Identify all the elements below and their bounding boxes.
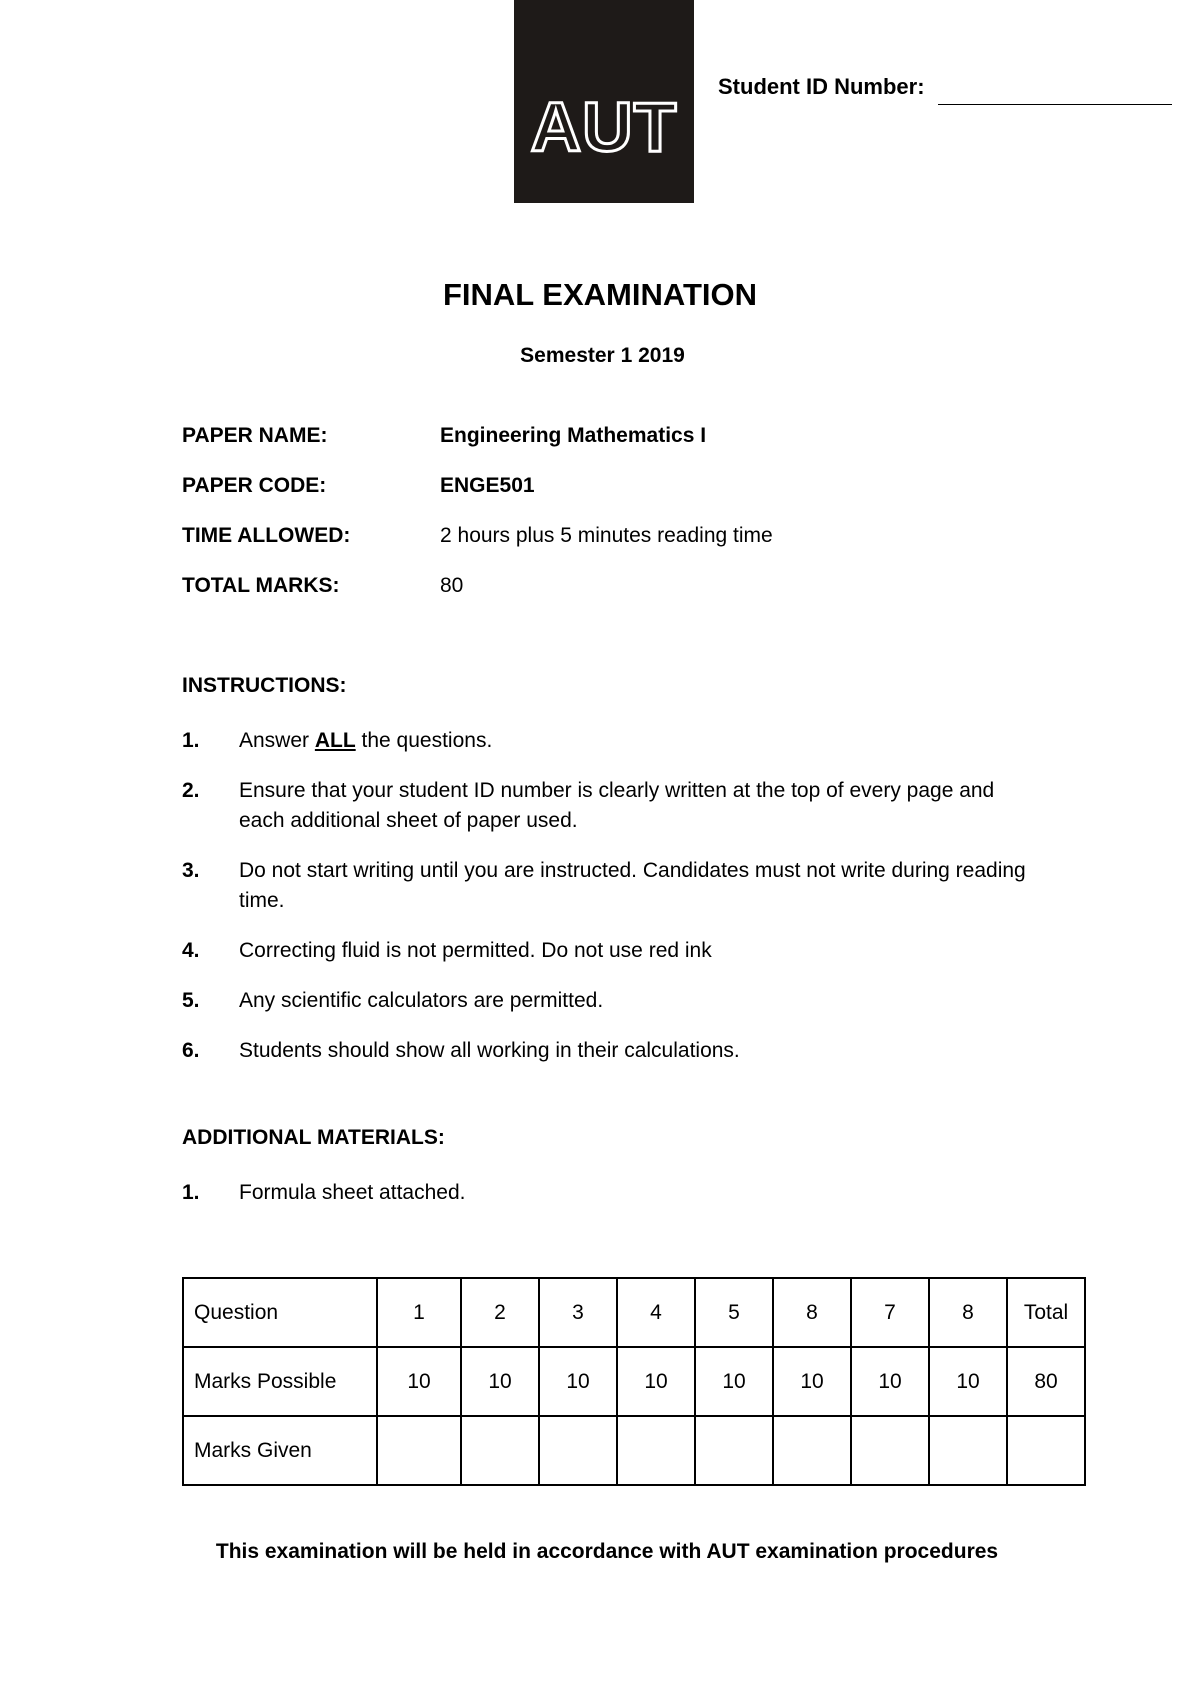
paper-code-label: PAPER CODE: <box>182 474 327 497</box>
marks-given-cell[interactable] <box>695 1416 773 1485</box>
marks-possible-cell: 10 <box>377 1347 461 1416</box>
paper-name-label: PAPER NAME: <box>182 424 328 447</box>
marks-possible-cell: 10 <box>773 1347 851 1416</box>
marks-given-cell[interactable] <box>929 1416 1007 1485</box>
marks-possible-total: 80 <box>1007 1347 1085 1416</box>
row-label-question: Question <box>183 1278 377 1347</box>
question-cell: 4 <box>617 1278 695 1347</box>
student-id-field[interactable] <box>938 104 1172 105</box>
instruction-number: 5. <box>182 989 200 1012</box>
time-allowed-value: 2 hours plus 5 minutes reading time <box>440 524 773 547</box>
aut-logo <box>514 0 694 203</box>
material-text: Formula sheet attached. <box>239 1181 466 1204</box>
instruction-number: 1. <box>182 729 200 752</box>
instruction-text: Any scientific calculators are permitted. <box>239 989 604 1012</box>
semester: Semester 1 2019 <box>520 344 685 367</box>
instruction-text: Ensure that your student ID number is clearly written at the top of every page and each additional sheet of paper used. <box>239 779 995 832</box>
footer-note: This examination will be held in accordance with AUT examination procedures <box>215 1540 999 1563</box>
question-cell: 8 <box>929 1278 1007 1347</box>
material-number: 1. <box>182 1181 200 1204</box>
row-label-marks-possible: Marks Possible <box>183 1347 377 1416</box>
instruction-number: 6. <box>182 1039 200 1062</box>
marks-given-cell[interactable] <box>539 1416 617 1485</box>
marks-possible-cell: 10 <box>929 1347 1007 1416</box>
instruction-text: Do not start writing until you are instructed. Candidates must not write during reading time. <box>239 859 1026 912</box>
exam-title: FINAL EXAMINATION <box>442 277 757 312</box>
instruction-number: 2. <box>182 779 200 802</box>
time-allowed-label: TIME ALLOWED: <box>182 524 351 547</box>
marks-possible-cell: 10 <box>617 1347 695 1416</box>
marks-table <box>182 1277 1086 1486</box>
marks-possible-cell: 10 <box>695 1347 773 1416</box>
emphasis-all: ALL <box>314 729 356 752</box>
question-cell: 3 <box>539 1278 617 1347</box>
instruction-text: Students should show all working in their calculations. <box>239 1039 740 1062</box>
total-marks-label: TOTAL MARKS: <box>182 574 340 597</box>
row-label-marks-given: Marks Given <box>183 1416 377 1485</box>
question-cell: 5 <box>695 1278 773 1347</box>
instruction-number: 4. <box>182 939 200 962</box>
marks-given-cell[interactable] <box>377 1416 461 1485</box>
table-row <box>183 1278 1085 1347</box>
paper-name-value: Engineering Mathematics I <box>440 424 707 447</box>
marks-given-cell[interactable] <box>851 1416 929 1485</box>
question-cell: 1 <box>377 1278 461 1347</box>
table-row <box>183 1416 1085 1485</box>
marks-possible-cell: 10 <box>539 1347 617 1416</box>
marks-given-cell[interactable] <box>617 1416 695 1485</box>
instructions-heading: INSTRUCTIONS: <box>182 674 347 697</box>
instruction-text: Answer ALL the questions. <box>239 729 493 752</box>
question-cell-total: Total <box>1007 1278 1085 1347</box>
total-marks-value: 80 <box>440 574 464 597</box>
marks-given-cell[interactable] <box>461 1416 539 1485</box>
question-cell: 7 <box>851 1278 929 1347</box>
marks-given-cell[interactable] <box>773 1416 851 1485</box>
logo-text: AUT <box>530 88 678 166</box>
marks-possible-cell: 10 <box>851 1347 929 1416</box>
instruction-number: 3. <box>182 859 200 882</box>
instruction-text: Correcting fluid is not permitted. Do not use red ink <box>239 939 712 962</box>
marks-possible-cell: 10 <box>461 1347 539 1416</box>
marks-given-total[interactable] <box>1007 1416 1085 1485</box>
question-cell: 8 <box>773 1278 851 1347</box>
student-id-label: Student ID Number: <box>718 74 925 99</box>
question-cell: 2 <box>461 1278 539 1347</box>
table-row <box>183 1347 1085 1416</box>
additional-materials-heading: ADDITIONAL MATERIALS: <box>182 1126 445 1149</box>
paper-code-value: ENGE501 <box>440 474 535 497</box>
